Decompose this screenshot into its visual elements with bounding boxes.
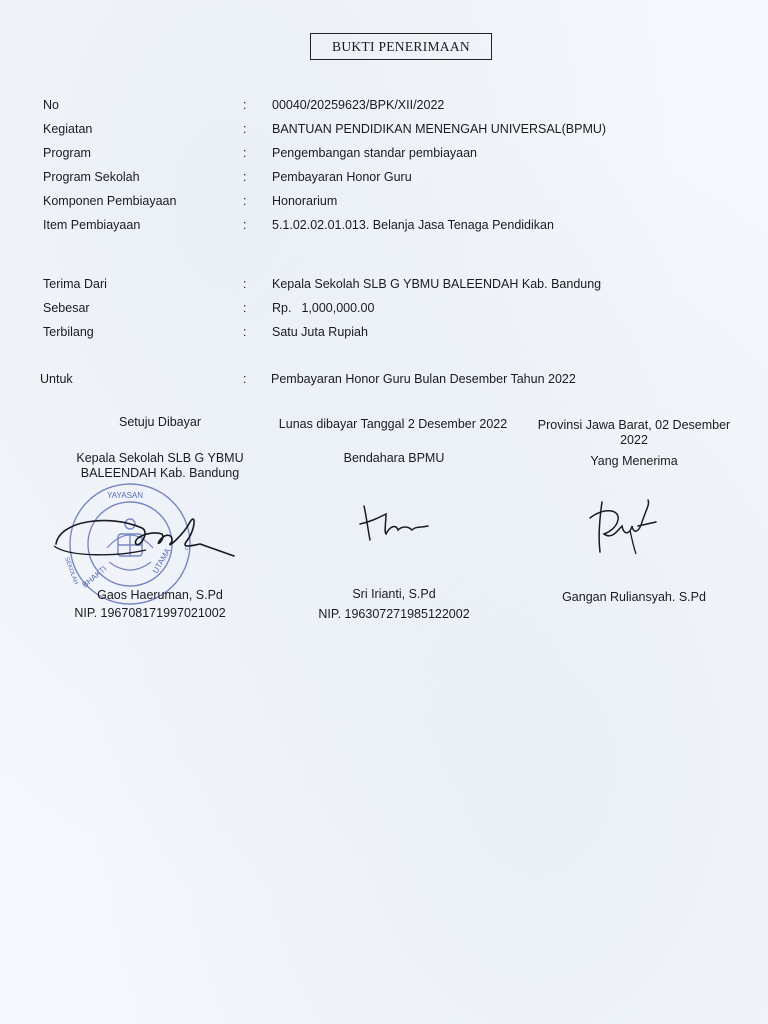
field-separator: : bbox=[243, 146, 247, 160]
signature-middle bbox=[356, 496, 436, 546]
field-label: Program bbox=[43, 146, 91, 160]
field-label: No bbox=[43, 98, 59, 112]
stamp-text-top: YAYASAN bbox=[107, 491, 144, 500]
name-text: Gaos Haeruman, S.Pd bbox=[97, 588, 223, 602]
name-text: Sri Irianti, S.Pd bbox=[352, 587, 436, 601]
signature-left bbox=[50, 500, 240, 570]
signatory-middle-name bbox=[300, 587, 488, 602]
field-separator: : bbox=[243, 301, 247, 315]
signatory-middle-role bbox=[300, 451, 488, 466]
field-row-untuk bbox=[0, 372, 768, 390]
nip-text: NIP. 196708171997021002 bbox=[74, 606, 226, 620]
field-row-program-sekolah bbox=[0, 170, 768, 188]
field-row-program bbox=[0, 146, 768, 164]
role-text: Yang Menerima bbox=[590, 454, 678, 468]
field-label: Item Pembiayaan bbox=[43, 218, 141, 232]
field-row-terbilang bbox=[0, 325, 768, 343]
field-separator: : bbox=[243, 325, 247, 339]
role-line-2: BALEENDAH Kab. Bandung bbox=[80, 466, 240, 480]
field-separator: : bbox=[243, 98, 247, 112]
heading-text: Lunas dibayar Tanggal 2 Desember 2022 bbox=[278, 417, 508, 431]
field-separator: : bbox=[243, 277, 247, 291]
field-label: Sebesar bbox=[43, 301, 90, 315]
signatory-middle-heading bbox=[262, 417, 524, 432]
nip-text: NIP. 196307271985122002 bbox=[318, 607, 470, 621]
stamp-text-small-left: SEKOLAH bbox=[63, 556, 79, 586]
field-separator: : bbox=[243, 170, 247, 184]
signatory-left-name bbox=[40, 588, 280, 603]
signatory-left-heading bbox=[60, 415, 260, 430]
role-text: Bendahara BPMU bbox=[343, 451, 445, 465]
field-separator: : bbox=[243, 122, 247, 136]
field-label: Terima Dari bbox=[43, 277, 107, 291]
field-value: 5.1.02.02.01.013. Belanja Jasa Tenaga Pendidikan bbox=[272, 218, 554, 232]
signatory-right-name bbox=[530, 590, 738, 605]
field-value: Kepala Sekolah SLB G YBMU BALEENDAH Kab. Bandung bbox=[272, 277, 602, 291]
field-label: Kegiatan bbox=[43, 122, 93, 136]
field-row-no bbox=[0, 98, 768, 116]
field-value: Honorarium bbox=[272, 194, 338, 208]
signatory-left-nip bbox=[30, 606, 270, 621]
document-title: BUKTI PENERIMAAN bbox=[310, 33, 492, 60]
field-separator: : bbox=[243, 218, 247, 232]
field-label: Untuk bbox=[40, 372, 73, 386]
stamp-text-small-right: G bbox=[183, 545, 190, 551]
heading-line-2: 2022 bbox=[620, 433, 648, 447]
field-row-komponen bbox=[0, 194, 768, 212]
name-text: Gangan Ruliansyah. S.Pd bbox=[562, 590, 706, 604]
signatory-right-role bbox=[540, 454, 728, 469]
field-value: Pembayaran Honor Guru bbox=[272, 170, 412, 184]
signature-right bbox=[584, 496, 664, 560]
field-value-amount bbox=[272, 301, 374, 315]
signatory-middle-nip bbox=[280, 607, 508, 622]
field-label: Terbilang bbox=[43, 325, 94, 339]
heading-text: Setuju Dibayar bbox=[119, 415, 201, 429]
signatory-right-heading bbox=[520, 418, 748, 448]
field-value: 00040/20259623/BPK/XII/2022 bbox=[272, 98, 445, 112]
field-row-item bbox=[0, 218, 768, 236]
stamp-text-right: UTAMA bbox=[150, 546, 173, 575]
field-value: Pembayaran Honor Guru Bulan Desember Tahun 2022 bbox=[271, 372, 576, 386]
stamp-text-left: BHAKTI bbox=[80, 564, 109, 590]
field-value: Satu Juta Rupiah bbox=[272, 325, 368, 339]
field-label: Program Sekolah bbox=[43, 170, 140, 184]
field-value: BANTUAN PENDIDIKAN MENENGAH UNIVERSAL(BPMU) bbox=[272, 122, 607, 136]
field-separator: : bbox=[243, 194, 247, 208]
field-row-terima-dari bbox=[0, 277, 768, 295]
role-line-1: Kepala Sekolah SLB G YBMU bbox=[76, 451, 244, 465]
field-label: Komponen Pembiayaan bbox=[43, 194, 177, 208]
signatory-left-role bbox=[40, 451, 280, 481]
field-value: Pengembangan standar pembiayaan bbox=[272, 146, 478, 160]
field-separator: : bbox=[243, 372, 247, 386]
heading-line-1: Provinsi Jawa Barat, 02 Desember bbox=[537, 418, 731, 432]
field-row-kegiatan bbox=[0, 122, 768, 140]
amount-value: 1,000,000.00 bbox=[301, 301, 375, 315]
field-row-sebesar bbox=[0, 301, 768, 319]
currency-label: Rp. bbox=[272, 301, 292, 315]
